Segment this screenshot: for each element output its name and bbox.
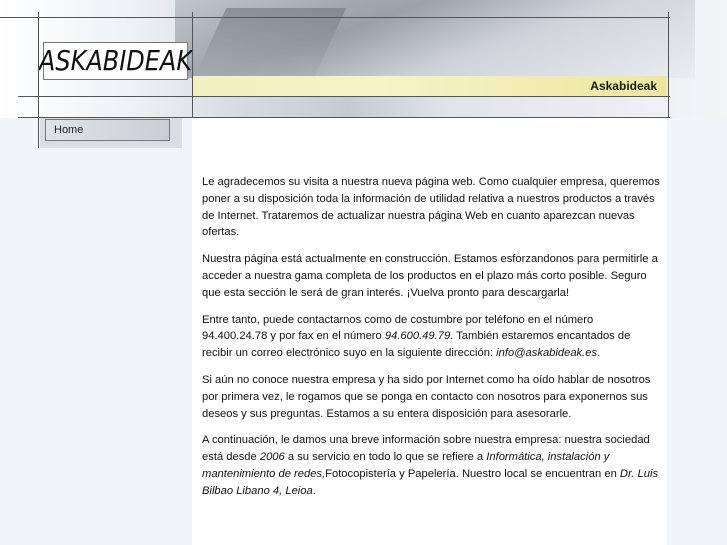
company-text-2: a su servicio en todo lo que se refiere a [284,451,487,464]
company-text-4: . [312,484,316,497]
contact-text-3: . [597,347,601,360]
contact-text: Entre tanto, puede contactarnos como de costumbre por teléfono en el número 94.400.24.78 y por fax en el número [202,313,594,343]
construction-paragraph: Nuestra página está actualmente en construcción. Estamos esforzandonos para permitirle a acceder a nuestra gama completa de los productos en el plazo más corto posible. Seguro que esta sección le será de gran interés. ¡Vuelva pronto para descargarla! [202,253,658,299]
intro-paragraph: Le agradecemos su visita a nuestra nueva página web. Como cualquier empresa, queremos poner a su disposición toda la información de utilidad relativa a nuestros productos a través de Internet. Trataremos de actualizar nuestra página Web en cuanto aparezcan nuevas ofertas. [202,176,660,239]
services-text: Informática, instalación y mantenimiento de redes, [202,451,610,480]
company-text: A continuación, le damos una breve información sobre nuestra empresa: nuestra sociedad está desde [202,434,650,464]
frame-line-right [668,12,669,118]
email-link[interactable]: info@askabideak.es [496,347,598,360]
founding-year: 2006 [259,451,285,464]
fax-number: 94.600.49.79 [384,330,451,343]
frame-line-left [38,12,39,148]
about-paragraph: Si aún no conoce nuestra empresa y ha sido por Internet como ha oído hablar de nosotros por primera vez, le rogamos que se ponga en contacto con nosotros para exponernos sus deseos y sus preguntas. Estamos a su entera disposición para asesorarle. [202,373,651,420]
contact-paragraph [202,312,661,362]
logo[interactable] [38,42,193,80]
logo-text: ASKABIDEAK [38,44,193,78]
contact-text-2: . También estaremos encantados de recibir un correo electrónico suyo en la siguiente dirección: [202,330,631,360]
frame-line-top [0,17,670,18]
nav-item-home[interactable]: Home [45,119,170,141]
frame-line-center [192,12,193,118]
company-paragraph [202,432,661,499]
main-content [192,118,667,545]
company-text-3: Fotocopistería y Papelería. Nuestro local se encuentran en [325,467,620,480]
frame-line-mid [18,96,670,97]
address-text: Dr. Luis Bilbao Libano 4, Leioa [202,467,659,497]
brand-label: Askabideak [590,79,657,93]
